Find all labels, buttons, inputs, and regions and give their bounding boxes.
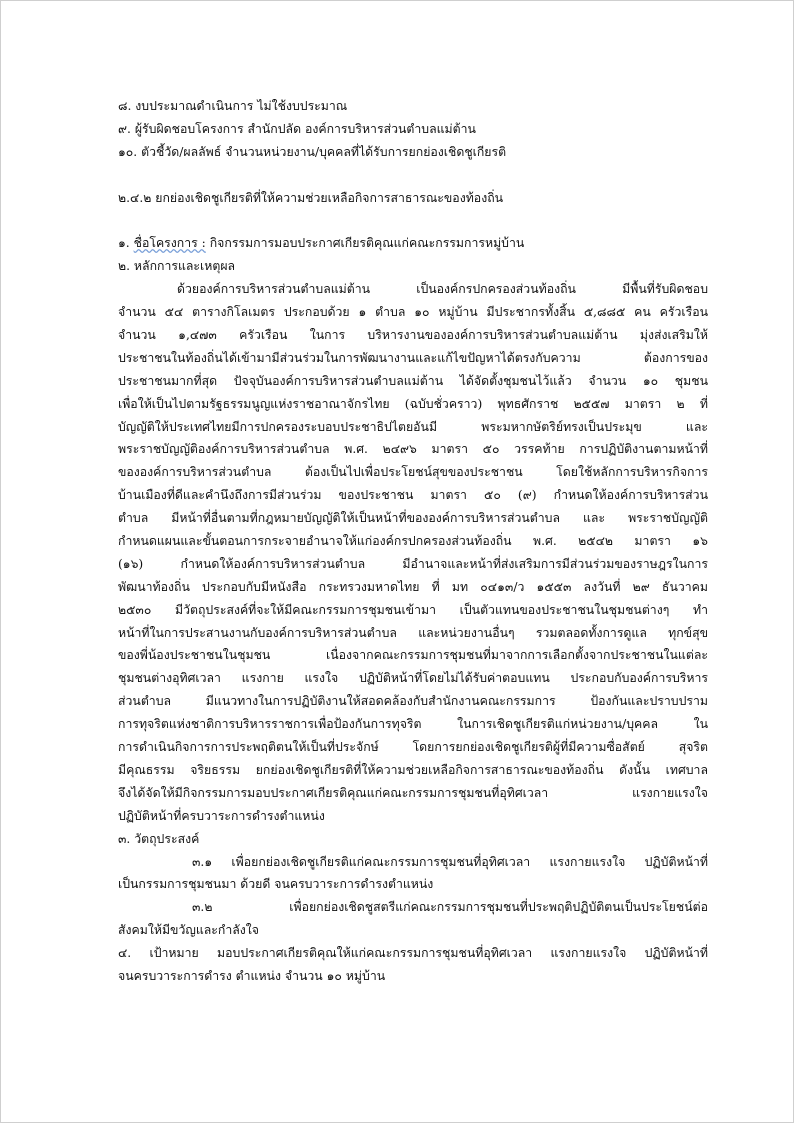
responsible-line: ๙. ผู้รับผิดชอบโครงการ สำนักปลัด องค์การบริหารส่วนตำบลแม่ต้าน [118,121,476,136]
rationale-line: จึงได้จัดให้มีกิจกรรมการมอบประกาศเกียรติคุณแก่คณะกรรมการชุมชนที่อุทิศเวลา แรงกายแรงใจ [118,785,708,800]
rationale-line: ของพี่น้องประชาชนในชุมชน เนื่องจากคณะกรรมการชุมชนที่มาจากการเลือกตั้งจากประชาชนในแต่ละ [118,648,708,663]
rationale-line: มีคุณธรรม จริยธรรม ยกย่องเชิดชูเกียรติที่ให้ความช่วยเหลือกิจการสาธารณะของท้องถิ่น ดังนั้น เทศบาล [118,762,708,777]
rationale-line: พระราชบัญญัติองค์การบริหารส่วนตำบล พ.ศ. ๒๔๙๖ มาตรา ๕๐ วรรคท้าย การปฏิบัติงานตามหน้าที่ [118,442,708,457]
rationale-line: จำนวน ๕๔ ตารางกิโลเมตร ประกอบด้วย ๑ ตำบล ๑๐ หมู่บ้าน มีประชากรทั้งสิ้น ๕,๘๘๕ คน ครัวเรือน [118,305,708,320]
rationale-heading: ๒. หลักการและเหตุผล [118,259,236,274]
project-name: กิจกรรมการมอบประกาศเกียรติคุณแก่คณะกรรมการหมู่บ้าน [205,236,525,251]
objective-1-line-2: เป็นกรรมการชุมชนมา ด้วยดี จนครบวาระการดำรงตำแหน่ง [118,877,434,892]
budget-line: ๘. งบประมาณดำเนินการ ไม่ใช้งบประมาณ [118,99,348,113]
rationale-line: จำนวน ๑,๔๗๓ ครัวเรือน ในการ บริหารงานขององค์การบริหารส่วนตำบลแม่ต้าน มุ่งส่งเสริมให้ [118,328,708,342]
objectives-heading: ๓. วัตถุประสงค์ [118,831,200,846]
objective-2-line-1: ๓.๒ เพื่อยกย่องเชิดชูสตรีแก่คณะกรรมการชุมชนที่ประพฤติปฏิบัติตนเป็นประโยชน์ต่อ [192,900,708,915]
rationale-line: เพื่อให้เป็นไปตามรัฐธรรมนูญแห่งราชอาณาจักรไทย (ฉบับชั่วคราว) พุทธศักราช ๒๕๕๗ มาตรา ๒ ที่ [118,396,708,411]
objective-1-line-1: ๓.๑ เพื่อยกย่องเชิดชูเกียรติแก่คณะกรรมการชุมชนที่อุทิศเวลา แรงกายแรงใจ ปฏิบัติหน้าที่ [192,854,708,869]
project-name-line [118,232,708,255]
rationale-line: บ้านเมืองที่ดีและคำนึงถึงการมีส่วนร่วม ของประชาชน มาตรา ๕๐ (๙) กำหนดให้องค์การบริหารส่วน [118,488,708,503]
project-label-prefix: ๑. [118,236,134,251]
rationale-line: (๑๖) กำหนดให้องค์การบริหารส่วนตำบล มีอำนาจและหน้าที่ส่งเสริมการมีส่วนร่วมของราษฎรในการ [118,556,708,571]
rationale-line: พัฒนาท้องถิ่น ประกอบกับมีหนังสือ กระทรวงมหาดไทย ที่ มท ๐๔๑๓/ว ๑๕๕๓ ลงวันที่ ๒๙ ธันวาคม [118,579,708,594]
rationale-line: ชุมชนต่างอุทิศเวลา แรงกาย แรงใจ ปฏิบัติหน้าที่โดยไม่ได้รับค่าตอบแทน ประกอบกับองค์การบริหาร [118,671,708,686]
section-heading: ๒.๔.๒ ยกย่องเชิดชูเกียรติที่ให้ความช่วยเหลือกิจการสาธารณะของท้องถิ่น [118,190,504,205]
rationale-line: บัญญัติให้ประเทศไทยมีการปกครองระบอบประชาธิปไตยอันมี พระมหากษัตริย์ทรงเป็นประมุข และ [118,419,708,434]
objective-2-line-2: สังคมให้มีขวัญและกำลังใจ [118,923,260,938]
target-line-1: ๔. เป้าหมาย มอบประกาศเกียรติคุณให้แก่คณะกรรมการชุมชนที่อุทิศเวลา แรงกายแรงใจ ปฏิบัติหน้าที่ [118,946,708,961]
rationale-line: ส่วนตำบล มีแนวทางในการปฏิบัติงานให้สอดคล้องกับสำนักงานคณะกรรมการ ป้องกันและปราบปราม [118,694,708,709]
rationale-line: การทุจริตแห่งชาติการบริหารราชการเพื่อป้องกันการทุจริต ในการเชิดชูเกียรติแก่หน่วยงาน/บุคคล ใน [118,717,708,732]
rationale-line: ปฏิบัติหน้าที่ครบวาระการดำรงตำแหน่ง [118,808,325,823]
spacer [118,210,708,233]
spacer [118,164,708,187]
rationale-line: กำหนดแผนและขั้นตอนการกระจายอำนาจให้แก่องค์กรปกครองส่วนท้องถิ่น พ.ศ. ๒๕๔๒ มาตรา ๑๖ [118,534,708,549]
rationale-line: ตำบล มีหน้าที่อื่นตามที่กฎหมายบัญญัติให้เป็นหน้าที่ขององค์การบริหารส่วนตำบล และ พระราชบัญญัติ [118,511,708,526]
target-line-2: จนครบวาระการดำรง ตำแหน่ง จำนวน ๑๐ หมู่บ้าน [118,969,386,983]
rationale-line: ประชาชนมากที่สุด ปัจจุบันองค์การบริหารส่วนตำบลแม่ต้าน ได้จัดตั้งชุมชนไว้แล้ว จำนวน ๑๐ ชุมชน [118,373,708,388]
rationale-line: ๒๕๓๐ มีวัตถุประสงค์ที่จะให้มีคณะกรรมการชุมชนเข้ามา เป็นตัวแทนของประชาชนในชุมชนต่างๆ ทำ [118,602,708,617]
project-label: ชื่อโครงการ : [133,236,206,251]
rationale-line: ประชาชนในท้องถิ่นได้เข้ามามีส่วนร่วมในการพัฒนางานและแก้ไขปัญหาได้ตรงกับความ ต้องการของ [118,350,708,365]
rationale-line: ด้วยองค์การบริหารส่วนตำบลแม่ต้าน เป็นองค์กรปกครองส่วนท้องถิ่น มีพื้นที่รับผิดชอบ [177,282,708,297]
indicator-line: ๑๐. ตัวชี้วัด/ผลลัพธ์ จำนวนหน่วยงาน/บุคคลที่ได้รับการยกย่องเชิดชูเกียรติ [118,144,507,159]
document-body [118,95,708,988]
rationale-line: หน้าที่ในการประสานงานกับองค์การบริหารส่วนตำบล และหน่วยงานอื่นๆ รวมตลอดทั้งการดูแล ทุกข์สุข [118,625,708,640]
rationale-paragraph [118,278,708,827]
rationale-line: การดำเนินกิจการการประพฤติตนให้เป็นที่ประจักษ์ โดยการยกย่องเชิดชูเกียรติผู้ที่มีความซื่อสัตย์ สุจริต [118,740,708,755]
rationale-line: ขององค์การบริหารส่วนตำบล ต้องเป็นไปเพื่อประโยชน์สุขของประชาชน โดยใช้หลักการบริหารกิจการ [118,465,708,480]
